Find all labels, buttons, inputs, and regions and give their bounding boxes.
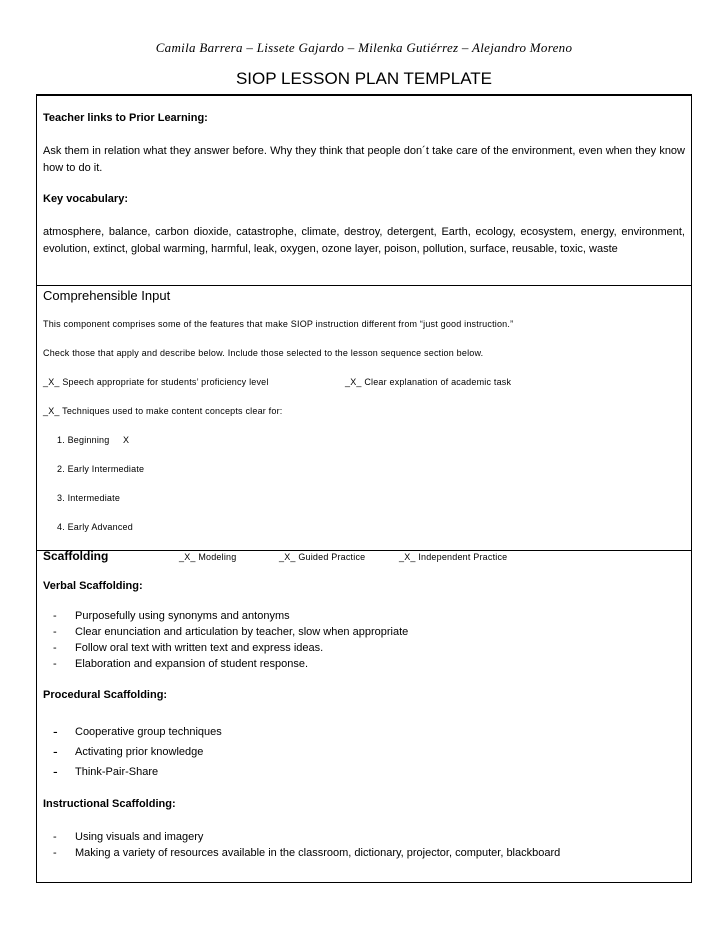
level-early-intermediate: 2. Early Intermediate	[57, 464, 145, 474]
ci-description-line2: Check those that apply and describe below. Include those selected to the lesson sequence section below.	[43, 348, 484, 358]
verbal-item: Purposefully using synonyms and antonyms	[75, 610, 290, 622]
bullet-dash: -	[53, 610, 57, 622]
verbal-item: Elaboration and expansion of student response.	[75, 658, 308, 670]
verbal-item: Follow oral text with written text and express ideas.	[75, 642, 324, 654]
verbal-item: Clear enunciation and articulation by teacher, slow when appropriate	[75, 626, 409, 638]
scaffolding-heading: Scaffolding	[43, 549, 109, 563]
bullet-dash: -	[53, 847, 57, 859]
bullet-dash: -	[53, 626, 57, 638]
procedural-scaffolding-heading: Procedural Scaffolding:	[43, 689, 168, 701]
procedural-item: Cooperative group techniques	[75, 726, 222, 738]
instructional-item: Making a variety of resources available in the classroom, dictionary, projector, computer, blackboard	[75, 847, 561, 859]
lesson-plan-table	[36, 94, 692, 883]
clear-explanation-option: _X_ Clear explanation of academic task	[345, 377, 512, 387]
procedural-item: Think-Pair-Share	[75, 766, 159, 778]
procedural-item: Activating prior knowledge	[75, 746, 204, 758]
key-vocabulary-text: atmosphere, balance, carbon dioxide, catastrophe, climate, destroy, detergent, Earth, ecology, ecosystem, energy, environment, evolution, extinct, global warming, harmful, leak, oxygen, ozone layer, poison, pollution, surface, reusable, toxic, waste	[43, 226, 685, 255]
ci-description-line1: This component comprises some of the features that make SIOP instruction different from “just good instruction.”	[43, 319, 514, 329]
prior-learning-text: Ask them in relation what they answer before. Why they think that people don´t take care of the environment, even when they know how to do it.	[43, 145, 685, 174]
instructional-item: Using visuals and imagery	[75, 831, 204, 843]
modeling-option: _X_ Modeling	[179, 552, 237, 562]
guided-practice-option: _X_ Guided Practice	[279, 552, 366, 562]
bullet-dash: -	[53, 642, 57, 654]
level-intermediate: 3. Intermediate	[57, 493, 121, 503]
bullet-dash: -	[53, 658, 57, 670]
independent-practice-option: _X_ Independent Practice	[399, 552, 508, 562]
verbal-scaffolding-heading: Verbal Scaffolding:	[43, 580, 143, 592]
bullet-dash: -	[53, 763, 58, 779]
scaffolding-section	[37, 551, 691, 883]
prior-learning-heading: Teacher links to Prior Learning:	[43, 112, 208, 124]
instructional-scaffolding-heading: Instructional Scaffolding:	[43, 798, 176, 810]
techniques-option: _X_ Techniques used to make content concepts clear for:	[43, 406, 283, 416]
speech-appropriate-option: _X_ Speech appropriate for students’ proficiency level	[43, 377, 269, 387]
level-early-advanced: 4. Early Advanced	[57, 522, 133, 532]
prior-learning-section	[37, 96, 691, 286]
bullet-dash: -	[53, 743, 58, 759]
key-vocabulary-heading: Key vocabulary:	[43, 193, 128, 205]
authors-line: Camila Barrera – Lissete Gajardo – Milenka Gutiérrez – Alejandro Moreno	[155, 40, 573, 55]
page-title: SIOP LESSON PLAN TEMPLATE	[235, 69, 493, 88]
level-beginning: 1. Beginning X	[57, 435, 130, 445]
comprehensible-input-section	[37, 286, 691, 551]
bullet-dash: -	[53, 831, 57, 843]
comprehensible-input-heading: Comprehensible Input	[43, 288, 171, 303]
bullet-dash: -	[53, 723, 58, 739]
